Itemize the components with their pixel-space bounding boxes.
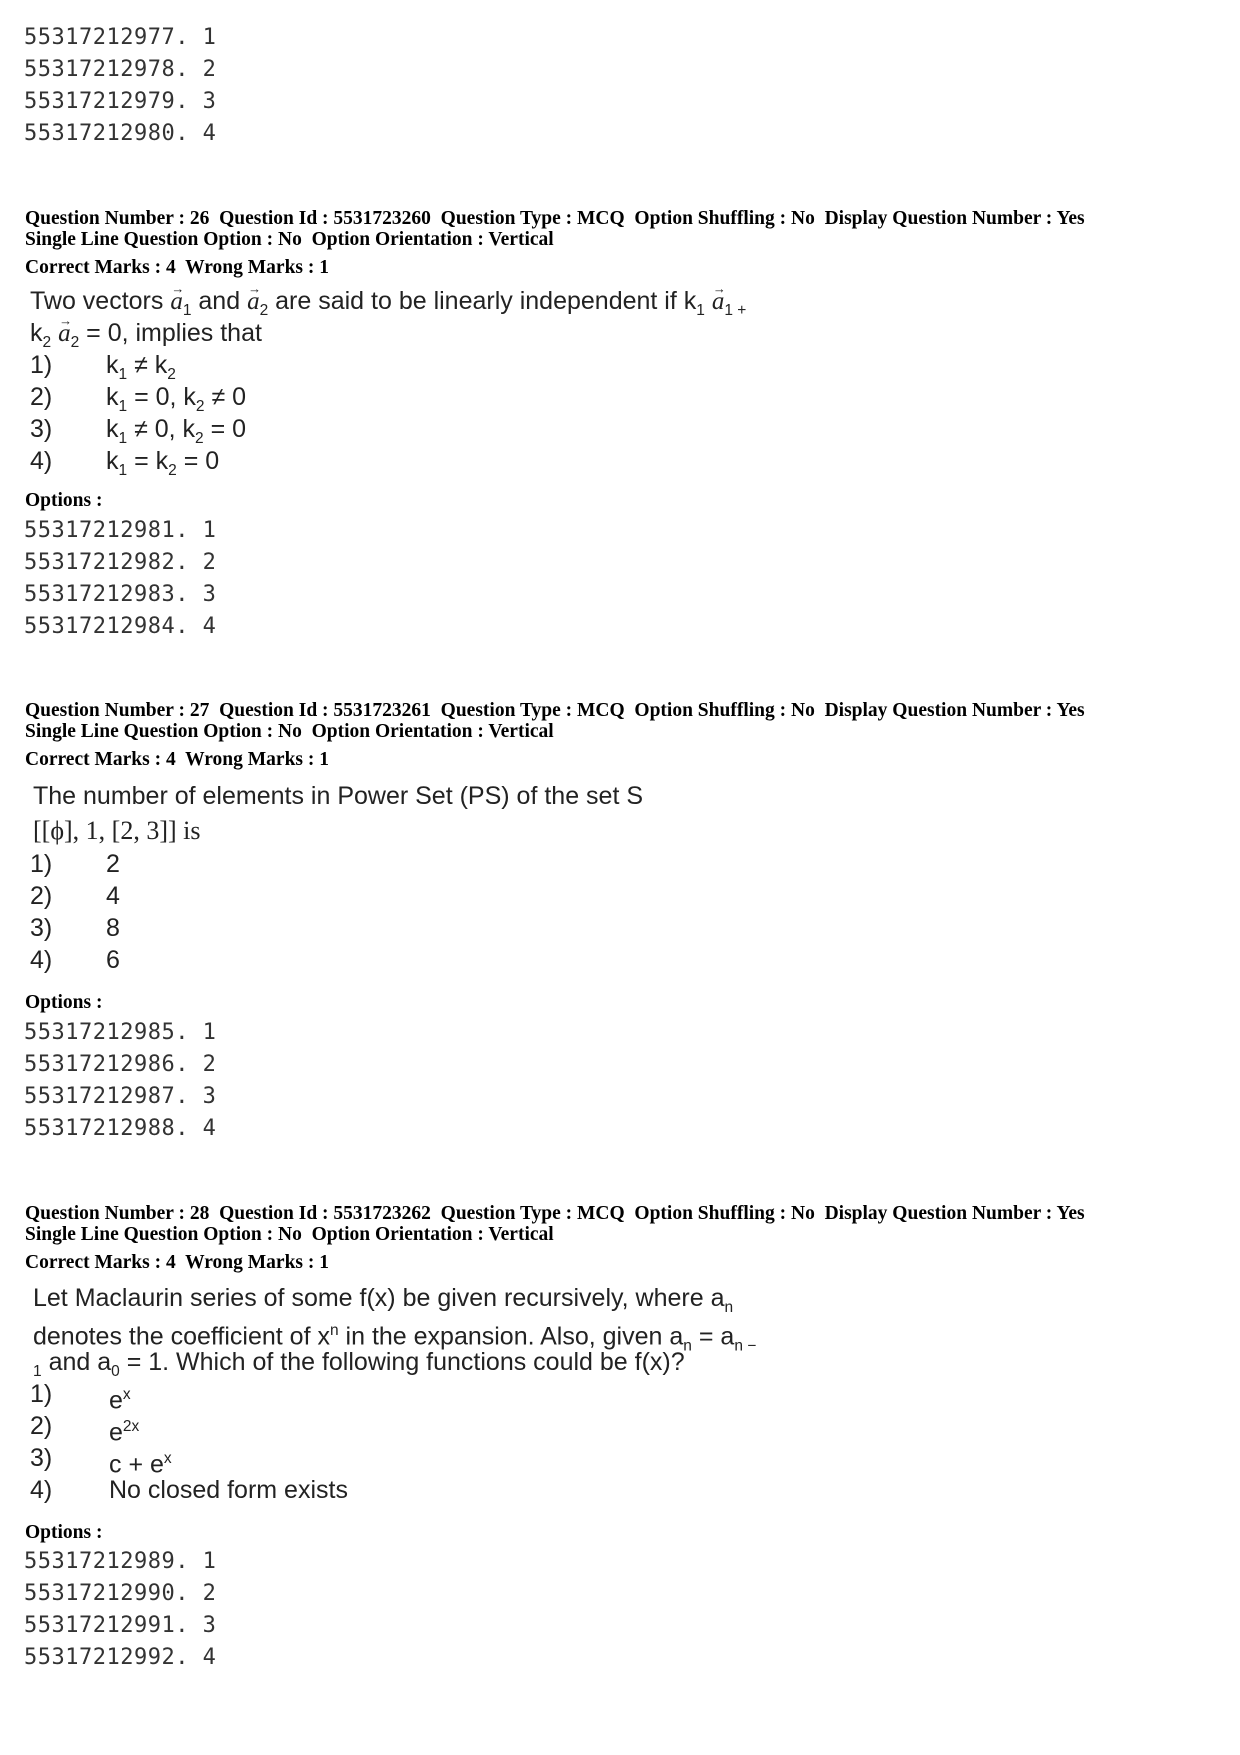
- choice-number: 2): [30, 383, 53, 411]
- question-meta-line1: Question Number : 26 Question Id : 5531723260 Question Type : MCQ Option Shuffling : No Display Question Number : Yes: [25, 208, 1085, 229]
- choice-number: 1): [30, 1380, 53, 1408]
- question-text-part: denotes the coefficient of x: [33, 1322, 330, 1351]
- question-text: The number of elements in Power Set (PS) of the set S: [33, 782, 644, 810]
- choice-number: 4): [30, 1476, 53, 1504]
- choice-text: $k_1 \ne 0$, $k_2 = 0$: [106, 415, 247, 447]
- question-text: Let Maclaurin series of some f(x) be given recursively, where $a_n$: [33, 1284, 734, 1316]
- question-text: [[ϕ], 1, [2, 3]] is: [33, 816, 201, 845]
- choice-text: No closed form exists: [109, 1476, 348, 1504]
- question-text: $_1$ and $a_0 = 1$. Which of the following functions could be f(x)?: [33, 1348, 685, 1380]
- question-meta-line2: Single Line Question Option : No Option Orientation : Vertical: [25, 721, 554, 742]
- choice-text: 4: [106, 882, 120, 910]
- option-id: 55317212987. 3: [24, 1084, 217, 1109]
- options-label: Options :: [25, 1522, 103, 1543]
- question-text-prefix: Two vectors: [30, 287, 171, 315]
- choice-number: 1): [30, 351, 53, 379]
- question-meta-line1: Question Number : 28 Question Id : 5531723262 Question Type : MCQ Option Shuffling : No Display Question Number : Yes: [25, 1203, 1085, 1224]
- options-label: Options :: [25, 992, 103, 1013]
- question-text: Two vectors → $a_1$ and → $a_2$ are said to be linearly independent if $k_1 \to a_{1 +}$: [30, 286, 746, 326]
- option-id: 55317212980. 4: [24, 121, 217, 146]
- option-id: 55317212990. 2: [24, 1581, 217, 1606]
- option-id: 55317212988. 4: [24, 1116, 217, 1141]
- option-id: 55317212981. 1: [24, 518, 217, 543]
- question-marks: Correct Marks : 4 Wrong Marks : 1: [25, 257, 330, 278]
- option-id: 55317212979. 3: [24, 89, 217, 114]
- option-id: 55317212978. 2: [24, 57, 217, 82]
- question-meta-line1: Question Number : 27 Question Id : 5531723261 Question Type : MCQ Option Shuffling : No Display Question Number : Yes: [25, 700, 1085, 721]
- option-id: 55317212985. 1: [24, 1020, 217, 1045]
- question-meta-line2: Single Line Question Option : No Option Orientation : Vertical: [25, 229, 554, 250]
- question-text: denotes the coefficient of $x^n$ in the expansion. Also, given $a_n = a_{n -}$: [33, 1322, 757, 1355]
- question-text-part: in the expansion. Also, given a: [338, 1322, 684, 1351]
- question-meta-line2: Single Line Question Option : No Option Orientation : Vertical: [25, 1224, 554, 1245]
- choice-number: 4): [30, 946, 53, 974]
- choice-number: 3): [30, 1444, 53, 1472]
- choice-text: $k_1 = 0$, $k_2 \ne 0$: [106, 383, 247, 415]
- choice-text: $e^x$: [109, 1386, 131, 1415]
- choice-number: 2): [30, 882, 53, 910]
- option-id: 55317212977. 1: [24, 25, 217, 50]
- choice-number: 3): [30, 914, 53, 942]
- choice-number: 3): [30, 415, 53, 443]
- question-text: $k_2 \to a_2 = 0$, implies that: [30, 318, 262, 358]
- choice-number: 4): [30, 447, 53, 475]
- question-text-part: Let Maclaurin series of some f(x) be given recursively, where a: [33, 1284, 725, 1312]
- choice-number: 1): [30, 850, 53, 878]
- question-text-part: = 1. Which of the following functions could be f(x)?: [119, 1348, 685, 1376]
- choice-text: 2: [106, 850, 120, 878]
- question-text-part: and a: [41, 1348, 112, 1376]
- question-marks: Correct Marks : 4 Wrong Marks : 1: [25, 1252, 330, 1273]
- option-id: 55317212989. 1: [24, 1549, 217, 1574]
- option-id: 55317212982. 2: [24, 550, 217, 575]
- choice-text: 6: [106, 946, 120, 974]
- option-id: 55317212991. 3: [24, 1613, 217, 1638]
- choice-number: 2): [30, 1412, 53, 1440]
- choice-text: $e^{2x}$: [109, 1418, 140, 1447]
- choice-text: $k_1 \ne k_2$: [106, 351, 176, 383]
- options-label: Options :: [25, 490, 103, 511]
- choice-text: 8: [106, 914, 120, 942]
- choice-text: $c + e^x$: [109, 1450, 172, 1479]
- option-id: 55317212984. 4: [24, 614, 217, 639]
- option-id: 55317212986. 2: [24, 1052, 217, 1077]
- option-id: 55317212983. 3: [24, 582, 217, 607]
- question-marks: Correct Marks : 4 Wrong Marks : 1: [25, 749, 330, 770]
- choice-text: $k_1 = k_2 = 0$: [106, 447, 220, 479]
- option-id: 55317212992. 4: [24, 1645, 217, 1670]
